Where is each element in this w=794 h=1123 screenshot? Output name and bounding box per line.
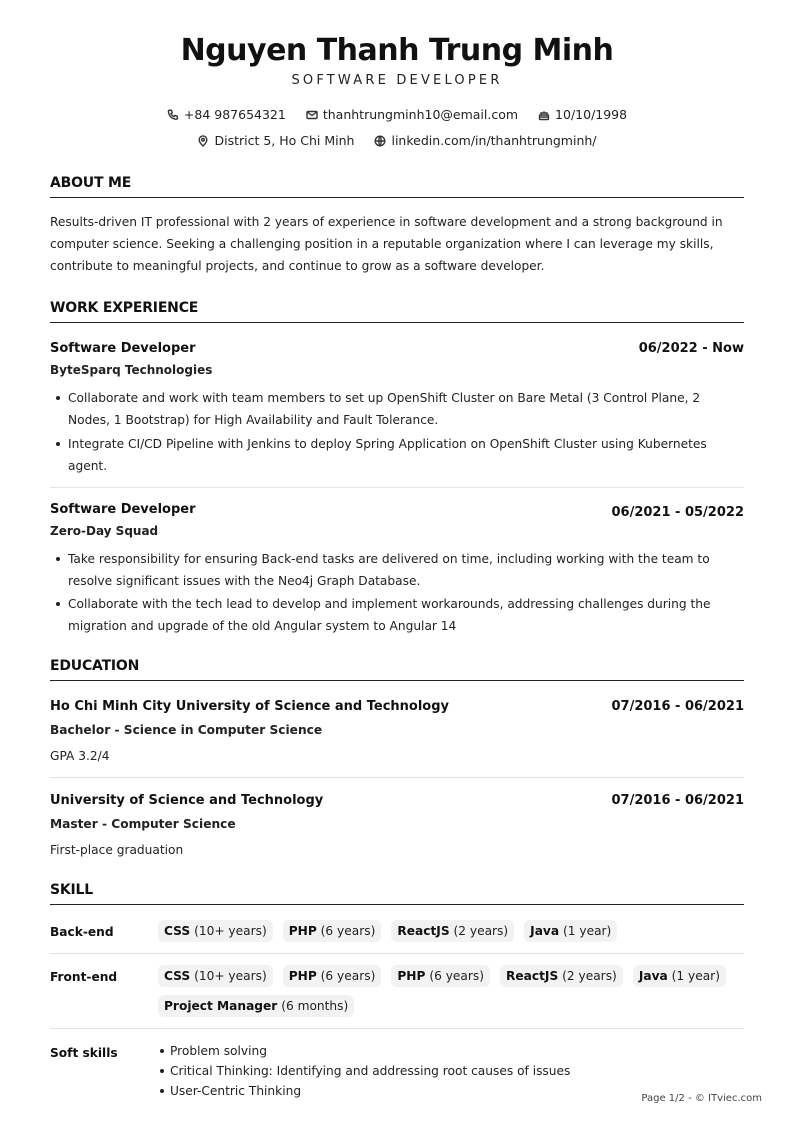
skill-years: (2 years) — [562, 969, 617, 983]
degree: Bachelor - Science in Computer Science — [50, 723, 323, 737]
birthday-text: 10/10/1998 — [555, 107, 628, 122]
job-entry — [50, 340, 744, 477]
job-bullet: Integrate CI/CD Pipeline with Jenkins to deploy Spring Application on OpenShift Cluster using Kubernetes agent. — [50, 433, 744, 477]
job-role: Software Developer — [50, 341, 196, 356]
about-section — [50, 174, 744, 277]
contact-location — [197, 133, 354, 149]
skill-years: (6 months) — [281, 999, 349, 1013]
skill-name: ReactJS — [397, 924, 450, 938]
soft-skill-list — [158, 1041, 744, 1101]
skill-tag — [391, 920, 514, 942]
skill-tag — [391, 965, 490, 987]
phone-text: +84 987654321 — [183, 107, 286, 122]
skill-years: (1 year) — [671, 969, 720, 983]
skill-years: (6 years) — [320, 924, 376, 938]
skill-name: PHP — [397, 969, 426, 983]
job-role: Software Developer — [50, 501, 196, 517]
education-heading: EDUCATION — [50, 657, 744, 681]
skill-years: (2 years) — [453, 924, 509, 938]
job-bullets — [50, 387, 744, 477]
job-bullet: Collaborate and work with team members to set up OpenShift Cluster on Bare Metal (3 Control Plane, 2 Nodes, 1 Bootstrap) for High Availability and Fault Tolerance. — [50, 387, 744, 431]
education-note: GPA 3.2/4 — [50, 749, 110, 763]
skill-divider — [50, 953, 744, 954]
skill-name: Project Manager — [164, 999, 278, 1013]
skill-name: CSS — [164, 924, 191, 938]
skill-years: (1 year) — [562, 924, 612, 938]
skill-years: (10+ years) — [194, 969, 267, 983]
soft-skill-item: User-Centric Thinking — [158, 1081, 744, 1101]
skill-tag — [283, 965, 382, 987]
skill-tags — [158, 965, 744, 1017]
skill-tag — [158, 920, 273, 942]
education-divider — [50, 777, 744, 778]
skill-tag — [524, 920, 617, 942]
skill-name: Java — [638, 969, 668, 983]
contact-linkedin[interactable] — [374, 133, 596, 149]
contact-row-2 — [50, 133, 744, 149]
contact-birthday — [538, 107, 627, 123]
phone-icon — [167, 109, 179, 121]
skill-name: PHP — [288, 969, 317, 983]
skill-label: Soft skills — [50, 1046, 118, 1060]
skill-divider — [50, 1028, 744, 1029]
skill-row-backend — [50, 920, 744, 942]
skill-row-soft — [50, 1041, 744, 1101]
work-section — [50, 299, 744, 637]
skill-years: (10+ years) — [194, 924, 267, 938]
resume-header — [50, 0, 744, 149]
linkedin-link[interactable]: linkedin.com/in/thanhtrungminh/ — [391, 133, 597, 148]
soft-skill-item: Critical Thinking: Identifying and addressing root causes of issues — [158, 1061, 744, 1081]
skill-heading: SKILL — [50, 881, 744, 905]
job-date: 06/2021 - 05/2022 — [611, 504, 744, 520]
contact-row-1 — [50, 107, 744, 123]
job-bullet: Collaborate with the tech lead to develop and implement workarounds, addressing challenges during the migration and upgrade of the old Angular system to Angular 14 — [50, 593, 744, 637]
skill-tag — [158, 995, 354, 1017]
globe-icon — [374, 135, 386, 147]
school-name: University of Science and Technology — [50, 793, 324, 808]
about-text: Results-driven IT professional with 2 years of experience in software development and a strong background in computer science. Seeking a challenging position in a reputable organization where I can leverage my skills, contribute to meaningful projects, and continue to grow as a software developer. — [50, 215, 723, 273]
resume-page — [50, 0, 744, 1123]
job-bullets — [50, 548, 744, 638]
education-entry — [50, 792, 744, 859]
job-date: 06/2022 - Now — [638, 341, 744, 356]
soft-skill-item: Problem solving — [158, 1041, 744, 1061]
education-date: 07/2016 - 06/2021 — [611, 793, 744, 808]
mail-icon — [306, 109, 318, 121]
job-company: Zero-Day Squad — [50, 523, 159, 538]
job-entry — [50, 501, 744, 638]
skill-name: PHP — [288, 924, 317, 938]
skill-tags — [158, 920, 744, 942]
candidate-name: Nguyen Thanh Trung Minh — [180, 33, 614, 68]
job-company: ByteSparq Technologies — [50, 363, 213, 377]
work-heading: WORK EXPERIENCE — [50, 299, 744, 323]
location-text: District 5, Ho Chi Minh — [214, 133, 355, 148]
skill-name: CSS — [164, 969, 191, 983]
about-heading: ABOUT ME — [50, 174, 744, 198]
skill-row-frontend — [50, 965, 744, 1017]
page-footer: Page 1/2 - © ITviec.com — [641, 1093, 762, 1104]
contact-phone — [167, 107, 286, 123]
education-entry — [50, 698, 744, 765]
skill-tag — [633, 965, 726, 987]
school-name: Ho Chi Minh City University of Science and Technology — [50, 699, 450, 714]
job-bullet: Take responsibility for ensuring Back-end tasks are delivered on time, including working with the team to resolve significant issues with the Neo4j Graph Database. — [50, 548, 744, 592]
degree: Master - Computer Science — [50, 817, 236, 831]
skill-tag — [283, 920, 382, 942]
location-pin-icon — [197, 135, 209, 147]
job-divider — [50, 487, 744, 488]
cake-icon — [538, 109, 550, 121]
skill-name: ReactJS — [506, 969, 559, 983]
skill-label: Back-end — [50, 925, 114, 939]
skill-section — [50, 881, 744, 1101]
contact-email — [306, 107, 518, 123]
job-title: SOFTWARE DEVELOPER — [291, 73, 503, 88]
skill-years: (6 years) — [429, 969, 484, 983]
education-note: First-place graduation — [50, 843, 184, 857]
skill-label: Front-end — [50, 970, 118, 984]
skill-tag — [158, 965, 273, 987]
skill-name: Java — [530, 924, 560, 938]
skill-years: (6 years) — [320, 969, 376, 983]
email-text: thanhtrungminh10@email.com — [322, 107, 519, 122]
education-section — [50, 657, 744, 859]
skill-tag — [500, 965, 623, 987]
education-date: 07/2016 - 06/2021 — [611, 699, 744, 714]
